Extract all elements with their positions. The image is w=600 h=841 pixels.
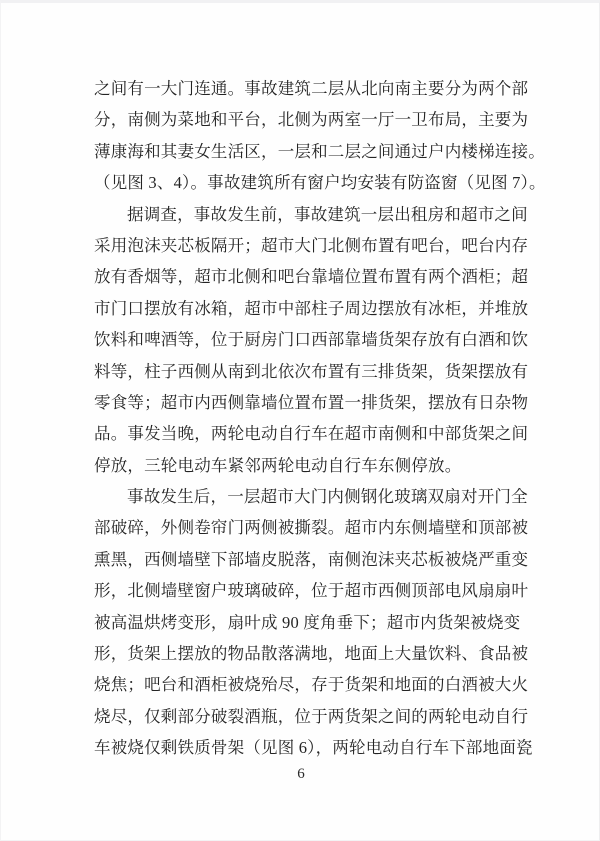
text-line: 之间有一大门连通。事故建筑二层从北向南主要分为两个部 bbox=[94, 79, 529, 98]
paragraph-post-incident-damage bbox=[94, 481, 533, 764]
text-line: 停放，三轮电动车紧邻两轮电动自行车东侧停放。 bbox=[94, 455, 462, 475]
page-body-text bbox=[94, 73, 546, 764]
text-line: 熏黑，西侧墙壁下部墙皮脱落，南侧泡沫夹芯板被烧严重变 bbox=[94, 549, 529, 569]
text-line: 被高温烘烤变形，扇叶成 90 度角垂下；超市内货架被烧变 bbox=[94, 612, 521, 632]
text-line: 烧尽，仅剩部分破裂酒瓶，位于两货架之间的两轮电动自行 bbox=[94, 706, 529, 726]
text-line: 采用泡沫夹芯板隔开；超市大门北侧布置有吧台，吧台内存 bbox=[94, 235, 529, 255]
text-line: 市门口摆放有冰箱，超市中部柱子周边摆放有冰柜，并堆放 bbox=[94, 298, 529, 318]
text-line: 零食等；超市内西侧靠墙位置布置一排货架，摆放有日杂物 bbox=[94, 392, 529, 412]
text-line: 料等，柱子西侧从南到北依次布置有三排货架，货架摆放有 bbox=[94, 361, 529, 381]
text-line: 烧焦；吧台和酒柜被烧殆尽，存于货架和地面的白酒被大火 bbox=[94, 675, 529, 695]
text-line: 品。事发当晚，两轮电动自行车在超市南侧和中部货架之间 bbox=[94, 424, 529, 444]
paragraph-pre-incident-investigation bbox=[94, 199, 529, 482]
text-line: 车被烧仅剩铁质骨架（见图 6），两轮电动自行车下部地面瓷 bbox=[94, 738, 533, 758]
text-line: 形，货架上摆放的物品散落满地，地面上大量饮料、食品被 bbox=[94, 644, 529, 664]
text-line: 部破碎，外侧卷帘门两侧被撕裂。超市内东侧墙壁和顶部被 bbox=[94, 518, 529, 538]
page-number: 6 bbox=[297, 766, 305, 782]
text-line: 形，北侧墙壁窗户玻璃破碎，位于超市西侧顶部电风扇扇叶 bbox=[94, 581, 529, 601]
text-line: （见图 3、4）。事故建筑所有窗户均安装有防盗窗（见图 7）。 bbox=[94, 173, 546, 193]
paragraph-building-layout bbox=[94, 73, 546, 199]
text-line: 薄康海和其妻女生活区，一层和二层之间通过户内楼梯连接。 bbox=[94, 141, 545, 161]
text-line: 饮料和啤酒等，位于厨房门口西部靠墙货架存放有白酒和饮 bbox=[94, 330, 529, 350]
text-line: 放有香烟等，超市北侧和吧台靠墙位置布置有两个酒柜；超 bbox=[94, 267, 529, 287]
text-line: 分，南侧为菜地和平台，北侧为两室一厅一卫布局，主要为 bbox=[94, 110, 529, 130]
text-line: 事故发生后，一层超市大门内侧钢化玻璃双扇对开门全 bbox=[127, 487, 528, 507]
text-line: 据调查，事故发生前，事故建筑一层出租房和超市之间 bbox=[127, 204, 528, 224]
